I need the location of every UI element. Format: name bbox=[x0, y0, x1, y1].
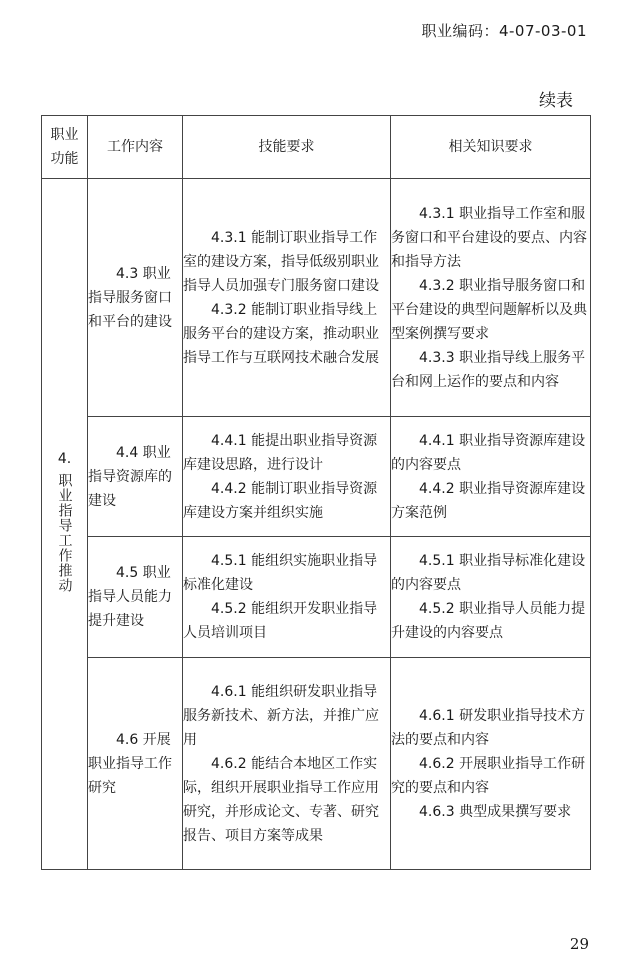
header-skills: 技能要求 bbox=[183, 116, 391, 179]
knowledge-item: 4.5.2 职业指导人员能力提升建设的内容要点 bbox=[391, 601, 586, 641]
knowledge-item: 4.3.1 职业指导工作室和服务窗口和平台建设的要点、内容和指导方法 bbox=[391, 205, 587, 270]
skill-item: 4.5.2 能组织开发职业指导人员培训项目 bbox=[183, 601, 378, 641]
content-text: 4.6 开展职业指导工作研究 bbox=[88, 731, 172, 796]
page-number: 29 bbox=[569, 935, 589, 953]
knowledge-item: 4.4.2 职业指导资源库建设方案范例 bbox=[391, 480, 586, 521]
skills-cell bbox=[183, 179, 391, 417]
knowledge-item: 4.4.1 职业指导资源库建设的内容要点 bbox=[391, 432, 586, 473]
occupation-code: 职业编码：4-07-03-01 bbox=[421, 22, 587, 40]
table-header-row bbox=[42, 116, 591, 179]
header-function: 职业功能 bbox=[42, 116, 88, 179]
header-content: 工作内容 bbox=[88, 116, 183, 179]
table-row bbox=[42, 179, 591, 417]
knowledge-item: 4.3.2 职业指导服务窗口和平台建设的典型问题解析以及典型案例撰写要求 bbox=[391, 277, 587, 342]
table-row bbox=[42, 537, 591, 658]
skill-item: 4.3.1 能制订职业指导工作室的建设方案，指导低级别职业指导人员加强专门服务窗口建设 bbox=[183, 229, 379, 294]
skill-item: 4.3.2 能制订职业指导线上服务平台的建设方案，推动职业指导工作与互联网技术融合发展 bbox=[183, 301, 379, 366]
content-cell bbox=[88, 179, 183, 417]
skills-cell bbox=[183, 537, 391, 658]
knowledge-item: 4.6.3 典型成果撰写要求 bbox=[419, 803, 572, 820]
header-knowledge: 相关知识要求 bbox=[391, 116, 591, 179]
knowledge-cell bbox=[391, 537, 591, 658]
skills-cell bbox=[183, 658, 391, 870]
content-cell bbox=[88, 658, 183, 870]
continued-label: 续表 bbox=[539, 91, 573, 111]
skill-item: 4.4.2 能制订职业指导资源库建设方案并组织实施 bbox=[183, 480, 378, 521]
knowledge-cell bbox=[391, 417, 591, 537]
function-number: 4. bbox=[57, 451, 72, 467]
skill-item: 4.5.1 能组织实施职业指导标准化建设 bbox=[183, 553, 378, 593]
competency-table bbox=[41, 115, 591, 870]
skill-item: 4.4.1 能提出职业指导资源库建设思路，进行设计 bbox=[183, 432, 378, 473]
table-row bbox=[42, 417, 591, 537]
knowledge-item: 4.5.1 职业指导标准化建设的内容要点 bbox=[391, 553, 586, 593]
knowledge-cell bbox=[391, 658, 591, 870]
skill-item: 4.6.2 能结合本地区工作实际，组织开展职业指导工作应用研究，并形成论文、专著、研究报告、项目方案等成果 bbox=[183, 755, 379, 844]
knowledge-cell bbox=[391, 179, 591, 417]
skills-cell bbox=[183, 417, 391, 537]
skill-item: 4.6.1 能组织研发职业指导服务新技术、新方法，并推广应用 bbox=[183, 683, 379, 748]
function-name: 职业指导工作推动 bbox=[56, 473, 73, 593]
content-text: 4.4 职业指导资源库的建设 bbox=[88, 444, 172, 509]
knowledge-item: 4.6.1 研发职业指导技术方法的要点和内容 bbox=[391, 707, 586, 748]
knowledge-item: 4.3.3 职业指导线上服务平台和网上运作的要点和内容 bbox=[391, 349, 586, 390]
content-cell bbox=[88, 537, 183, 658]
table-row bbox=[42, 658, 591, 870]
knowledge-item: 4.6.2 开展职业指导工作研究的要点和内容 bbox=[391, 755, 586, 796]
function-cell bbox=[42, 179, 88, 870]
content-text: 4.3 职业指导服务窗口和平台的建设 bbox=[88, 265, 172, 330]
content-text: 4.5 职业指导人员能力提升建设 bbox=[88, 565, 172, 629]
content-cell bbox=[88, 417, 183, 537]
